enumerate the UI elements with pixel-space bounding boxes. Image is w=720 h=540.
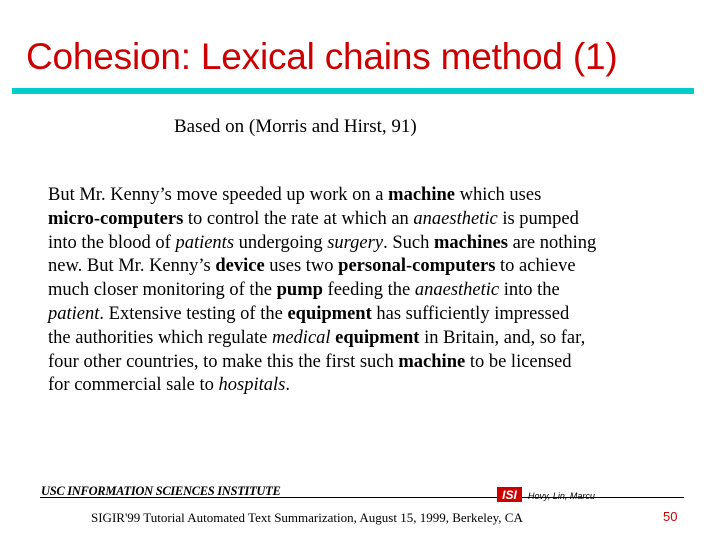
paragraph-line xyxy=(48,208,688,232)
lexical-chain-word: device xyxy=(215,256,265,277)
paragraph-line xyxy=(48,351,688,375)
text-segment: to control the rate at which an xyxy=(183,208,414,229)
text-segment: has sufficiently impressed xyxy=(371,303,570,324)
paragraph-line xyxy=(48,184,688,208)
text-segment: uses two xyxy=(264,256,339,277)
text-segment: four other countries, to make this the first such xyxy=(48,351,399,372)
page-number: 50 xyxy=(663,509,678,524)
text-segment: undergoing xyxy=(234,232,328,253)
footer-event: SIGIR'99 Tutorial Automated Text Summarization, August 15, 1999, Berkeley, CA xyxy=(91,510,523,525)
lexical-chain-related-word: anaesthetic xyxy=(413,208,498,229)
text-segment: in Britain, and, so far, xyxy=(419,327,586,348)
text-segment: to be licensed xyxy=(465,351,572,372)
text-segment: . Extensive testing of the xyxy=(99,303,288,324)
text-segment: new. But Mr. Kenny’s xyxy=(48,256,216,277)
paragraph-line xyxy=(48,303,688,327)
lexical-chain-word: machine xyxy=(398,351,466,372)
text-segment: are nothing xyxy=(507,232,597,253)
lexical-chain-word: micro-computers xyxy=(48,208,184,229)
lexical-chain-word: pump xyxy=(276,280,323,301)
slide-title: Cohesion: Lexical chains method (1) xyxy=(26,36,618,77)
example-paragraph xyxy=(48,184,688,398)
text-segment: for commercial sale to xyxy=(48,375,219,396)
lexical-chain-related-word: medical xyxy=(271,327,331,348)
lexical-chain-word: equipment xyxy=(335,327,420,348)
isi-logo xyxy=(497,487,522,502)
text-segment: much closer monitoring of the xyxy=(48,280,277,301)
lexical-chain-related-word: patient xyxy=(48,303,100,324)
paragraph-line xyxy=(48,374,688,398)
lexical-chain-word: equipment xyxy=(287,303,372,324)
text-segment: . xyxy=(285,375,290,396)
lexical-chain-word: personal-computers xyxy=(338,256,496,277)
paragraph-line xyxy=(48,279,688,303)
text-segment: is pumped xyxy=(497,208,579,229)
lexical-chain-related-word: anaesthetic xyxy=(414,280,500,301)
text-segment: the authorities which regulate xyxy=(48,327,272,348)
footer-authors: Hovy, Lin, Marcu xyxy=(528,491,595,501)
text-segment: which uses xyxy=(454,185,542,205)
text-segment: feeding the xyxy=(322,280,415,301)
text-segment: to achieve xyxy=(495,256,576,277)
lexical-chain-related-word: hospitals xyxy=(218,375,286,396)
paragraph-line xyxy=(48,255,688,279)
text-segment: into the xyxy=(499,280,560,301)
lexical-chain-related-word: patients xyxy=(175,232,235,253)
text-segment: But Mr. Kenny’s move speeded up work on a xyxy=(48,185,389,205)
paragraph-line xyxy=(48,232,688,256)
lexical-chain-word: machine xyxy=(388,185,455,205)
text-segment: . Such xyxy=(383,232,434,253)
paragraph-line xyxy=(48,327,688,351)
title-underline xyxy=(12,88,694,94)
lexical-chain-word: machines xyxy=(433,232,508,253)
lexical-chain-related-word: surgery xyxy=(327,232,384,253)
text-segment: into the blood of xyxy=(48,232,176,253)
isi-logo-text: ISI xyxy=(502,488,517,502)
slide-subtitle: Based on (Morris and Hirst, 91) xyxy=(174,116,417,137)
footer-organization: USC INFORMATION SCIENCES INSTITUTE xyxy=(41,484,281,498)
